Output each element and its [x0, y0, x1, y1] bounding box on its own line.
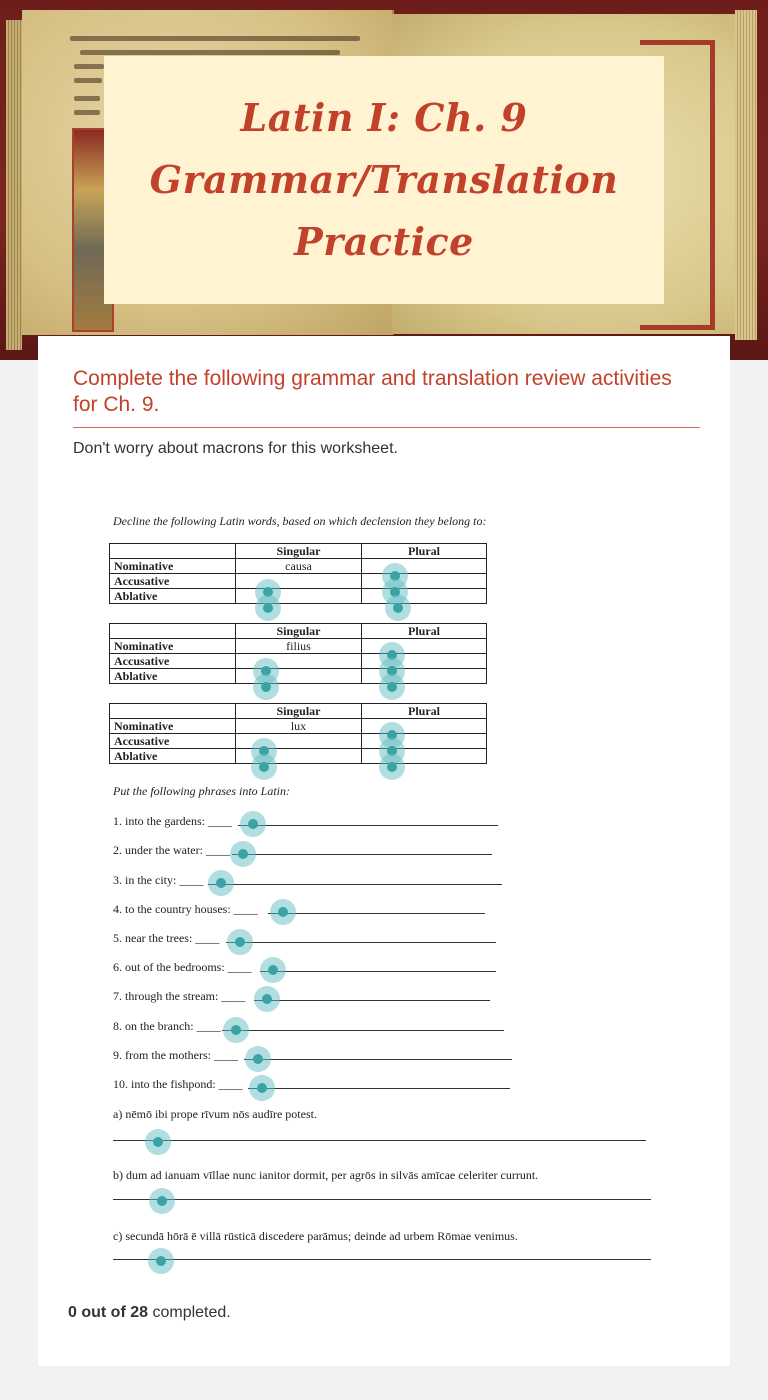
- case-ablative: Ablative: [110, 749, 236, 764]
- col-plural: Plural: [362, 624, 487, 639]
- answer-blank[interactable]: [145, 1129, 171, 1155]
- phrase-item: 8. on the branch: ____: [113, 1019, 221, 1033]
- phrase-item: 3. in the city: ____: [113, 873, 204, 887]
- given-word: lux: [236, 719, 362, 734]
- answer-blank[interactable]: [255, 595, 281, 621]
- answer-line: [268, 913, 485, 914]
- answer-blank[interactable]: [260, 957, 286, 983]
- phrase-item: 9. from the mothers: ____: [113, 1048, 238, 1062]
- answer-line: [238, 825, 498, 826]
- manuscript-text-line: [74, 78, 102, 83]
- answer-line: [260, 971, 496, 972]
- case-ablative: Ablative: [110, 669, 236, 684]
- manuscript-text-line: [70, 36, 360, 41]
- answer-blank[interactable]: [379, 674, 405, 700]
- answer-blank[interactable]: [208, 870, 234, 896]
- col-singular: Singular: [236, 704, 362, 719]
- header-banner: [0, 0, 768, 360]
- answer-line: [248, 1088, 510, 1089]
- answer-blank[interactable]: [245, 1046, 271, 1072]
- book-edge-right: [735, 10, 757, 340]
- phrase-item: 7. through the stream: ____: [113, 989, 246, 1003]
- given-word: filius: [236, 639, 362, 654]
- answer-line: [226, 942, 496, 943]
- title-line: Practice: [294, 219, 474, 264]
- phrase-item: 10. into the fishpond: ____: [113, 1077, 243, 1091]
- answer-line: [113, 1259, 651, 1260]
- answer-blank[interactable]: [149, 1188, 175, 1214]
- case-accusative: Accusative: [110, 654, 236, 669]
- title-card: [104, 56, 664, 304]
- page-title: [140, 87, 629, 273]
- col-plural: Plural: [362, 704, 487, 719]
- header-blank: [110, 704, 236, 719]
- sentence-item: c) secundā hōrā ē villā rūsticā discedere parāmus; deinde ad urbem Rōmae venimus.: [113, 1229, 518, 1243]
- answer-line: [113, 1140, 646, 1141]
- book-edge-left: [6, 20, 22, 350]
- col-singular: Singular: [236, 624, 362, 639]
- answer-blank[interactable]: [223, 1017, 249, 1043]
- answer-blank[interactable]: [249, 1075, 275, 1101]
- manuscript-text-line: [74, 96, 100, 101]
- answer-blank[interactable]: [379, 754, 405, 780]
- given-word: causa: [236, 559, 362, 574]
- sentence-item: a) nēmō ibi prope rīvum nōs audīre potest.: [113, 1107, 317, 1121]
- completed-suffix: completed.: [148, 1304, 231, 1321]
- header-blank: [110, 624, 236, 639]
- sentence-item: b) dum ad ianuam vīllae nunc ianitor dormit, per agrōs in silvās amīcae celeriter currunt.: [113, 1168, 539, 1182]
- answer-blank[interactable]: [253, 674, 279, 700]
- case-ablative: Ablative: [110, 589, 236, 604]
- answer-line: [208, 884, 502, 885]
- answer-cell: [362, 589, 487, 604]
- declension-table-causa: [109, 543, 487, 604]
- manuscript-text-line: [74, 110, 100, 115]
- answer-blank[interactable]: [227, 929, 253, 955]
- instructions: Complete the following grammar and translation review activities for Ch. 9.: [73, 367, 672, 416]
- phrase-item: 2. under the water: ____: [113, 843, 230, 857]
- completed-count: 0 out of 28: [68, 1304, 149, 1321]
- declension-table-filius: [109, 623, 487, 684]
- header-blank: [110, 544, 236, 559]
- answer-blank[interactable]: [270, 899, 296, 925]
- manuscript-text-line: [74, 64, 104, 69]
- answer-line: [222, 1030, 504, 1031]
- answer-line: [244, 1059, 512, 1060]
- answer-line: [113, 1199, 651, 1200]
- answer-blank[interactable]: [148, 1248, 174, 1274]
- title-line: Grammar/Translation: [149, 157, 619, 202]
- answer-blank[interactable]: [254, 986, 280, 1012]
- answer-blank[interactable]: [251, 754, 277, 780]
- case-accusative: Accusative: [110, 734, 236, 749]
- divider: [73, 427, 700, 428]
- phrase-item: 5. near the trees: ____: [113, 931, 220, 945]
- answer-blank[interactable]: [240, 811, 266, 837]
- case-nominative: Nominative: [110, 639, 236, 654]
- col-singular: Singular: [236, 544, 362, 559]
- phrase-item: 4. to the country houses: ____: [113, 902, 258, 916]
- answer-cell: [362, 574, 487, 589]
- phrase-item: 1. into the gardens: ____: [113, 814, 232, 828]
- answer-cell: [362, 559, 487, 574]
- answer-blank[interactable]: [230, 841, 256, 867]
- phrases-heading: Put the following phrases into Latin:: [113, 784, 291, 798]
- case-nominative: Nominative: [110, 719, 236, 734]
- declension-table-lux: [109, 703, 487, 764]
- manuscript-text-line: [80, 50, 340, 55]
- col-plural: Plural: [362, 544, 487, 559]
- case-nominative: Nominative: [110, 559, 236, 574]
- answer-line: [232, 854, 492, 855]
- answer-blank[interactable]: [385, 595, 411, 621]
- decline-heading: Decline the following Latin words, based on which declension they belong to:: [113, 514, 487, 528]
- phrase-item: 6. out of the bedrooms: ____: [113, 960, 252, 974]
- case-accusative: Accusative: [110, 574, 236, 589]
- answer-cell: [236, 574, 362, 589]
- title-line: Latin I: Ch. 9: [240, 95, 528, 140]
- answer-line: [254, 1000, 490, 1001]
- note-text: Don't worry about macrons for this worksheet.: [73, 440, 398, 457]
- completion-status: [68, 1304, 231, 1322]
